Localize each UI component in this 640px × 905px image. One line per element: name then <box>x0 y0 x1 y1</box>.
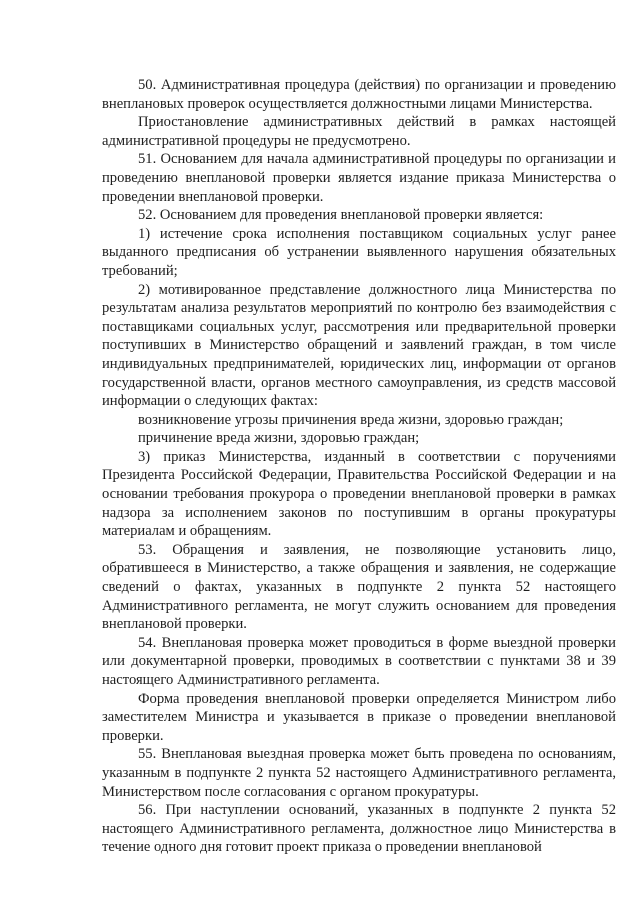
paragraph-55: 55. Внеплановая выездная проверка может быть проведена по основаниям, указанным в подпункте 2 пункта 52 настоящего Административного регламента, Министерством после согласования с органом прокуратуры. <box>102 746 616 800</box>
paragraph-52: 52. Основанием для проведения внеплановой проверки является: <box>138 207 544 224</box>
paragraph-51: 51. Основанием для начала административной процедуры по организации и проведению внеплановой проверки является издание приказа Министерства о проведении внеплановой проверки. <box>102 151 616 205</box>
paragraph-52-item-3: 3) приказ Министерства, изданный в соответствии с поручениями Президента Российской Федерации, Правительства Российской Федерации и на основании требования прокурора о проведении внеплановой проверки в рамках надзора за исполнением законов по поступившим в органы прокуратуры материалам и обращениям. <box>102 448 616 540</box>
paragraph-54: 54. Внеплановая проверка может проводиться в форме выездной проверки или документарной проверки, проводимых в соответствии с пунктами 38 и 39 настоящего Административного регламента. <box>102 634 616 688</box>
paragraph-54-form: Форма проведения внеплановой проверки определяется Министром либо заместителем Министра и указывается в приказе о проведении внеплановой проверки. <box>102 690 616 744</box>
paragraph-53: 53. Обращения и заявления, не позволяющие установить лицо, обратившееся в Министерство, а также обращения и заявления, не содержащие сведений о фактах, указанных в подпункте 2 пункта 52 настоящего Административного регламента, не могут служить основанием для проведения внеплановой проверки. <box>102 541 616 633</box>
paragraph-52-fact-harm: причинение вреда жизни, здоровью граждан; <box>138 430 420 447</box>
paragraph-50-suspension: Приостановление административных действий в рамках настоящей административной процедуры не предусмотрено. <box>102 114 616 149</box>
paragraph-52-item-1: 1) истечение срока исполнения поставщиком социальных услуг ранее выданного предписания об устранении выявленного нарушения обязательных требований; <box>102 225 616 279</box>
paragraph-56: 56. При наступлении оснований, указанных в подпункте 2 пункта 52 настоящего Административного регламента, должностное лицо Министерства в течение одного дня готовит проект приказа о проведении внеплановой <box>102 802 616 856</box>
paragraph-52-item-2: 2) мотивированное представление должностного лица Министерства по результатам анализа результатов мероприятий по контролю без взаимодействия с поставщиками социальных услуг, рассмотрения или предварительной проверки поступивших в Министерство обращений и заявлений граждан, в том числе индивидуальных предпринимателей, юридических лиц, информации от органов государственной власти, органов местного самоуправления, из средств массовой информации о следующих фактах: <box>102 281 616 410</box>
paragraph-50: 50. Административная процедура (действия) по организации и проведению внеплановых проверок осуществляется должностными лицами Министерства. <box>102 77 616 112</box>
paragraph-52-fact-threat: возникновение угрозы причинения вреда жизни, здоровью граждан; <box>138 411 564 428</box>
